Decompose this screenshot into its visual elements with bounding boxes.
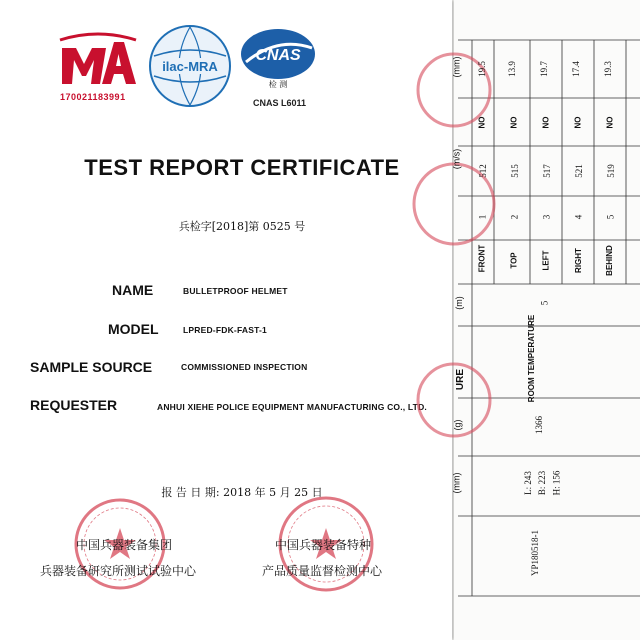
field-value-sample-source: COMMISSIONED INSPECTION — [181, 362, 308, 372]
dimension-breadth: B: 223 — [537, 470, 548, 496]
field-label-model: MODEL — [108, 321, 159, 337]
issuer-left-line1: 中国兵器装备集团 — [76, 538, 173, 552]
shooting-distance: 5 — [539, 300, 550, 306]
shot-3-velocity: 517 — [541, 164, 552, 178]
test-temperature: ROOM TEMPERATURE — [527, 314, 537, 403]
shot-2-velocity: 515 — [509, 164, 520, 178]
field-value-name: BULLETPROOF HELMET — [183, 286, 288, 296]
issuer-left-line2: 兵器装备研究所测试试验中心 — [40, 564, 197, 578]
cnas-logo — [238, 26, 318, 88]
shot-2-no: 2 — [509, 214, 520, 220]
unit-depth: (mm) — [451, 56, 462, 78]
shot-4-position: RIGHT — [573, 248, 583, 273]
shot-5-velocity: 519 — [605, 164, 616, 178]
shot-5-depth: 19.3 — [602, 61, 613, 77]
ilac-label: ilac-MRA — [162, 59, 218, 74]
unit-velocity: (m/s) — [451, 148, 462, 170]
certificate-title: TEST REPORT CERTIFICATE — [84, 155, 400, 180]
shot-3-position: LEFT — [541, 250, 551, 271]
shot-5-position: BEHIND — [604, 245, 614, 276]
shot-4-penetration: NO — [573, 116, 583, 129]
ilac-mra-logo — [148, 24, 232, 108]
cma-logo — [58, 34, 138, 92]
shot-2-depth: 13.9 — [506, 61, 517, 77]
shot-5-no: 5 — [605, 214, 616, 220]
shot-3-depth: 19.7 — [538, 61, 549, 77]
shot-1-no: 1 — [477, 214, 488, 220]
unit-mass: (g) — [452, 419, 463, 431]
shot-2-position: TOP — [509, 252, 519, 269]
issuer-right-line1: 中国兵器装备特种 — [275, 538, 372, 552]
shot-1-position: FRONT — [477, 244, 487, 273]
sample-id: YP180518-1 — [530, 529, 541, 577]
shot-1-depth: 19.5 — [476, 61, 487, 77]
shot-4-no: 4 — [573, 214, 584, 220]
cnas-subtitle: 检 测 — [268, 80, 288, 89]
temperature-heading: URE — [455, 368, 467, 391]
field-label-name: NAME — [112, 282, 154, 298]
shot-3-penetration: NO — [541, 116, 551, 129]
field-value-requester: ANHUI XIEHE POLICE EQUIPMENT MANUFACTURING CO., LTD. — [157, 402, 427, 412]
helmet-mass: 1366 — [534, 416, 544, 434]
document-number: 兵检字[2018]第 0525 号 — [178, 220, 306, 233]
issuer-right-line2: 产品质量监督检测中心 — [262, 564, 383, 578]
report-date: 报 告 日 期: 2018 年 5 月 25 日 — [161, 486, 323, 499]
shot-1-penetration: NO — [477, 116, 487, 129]
cnas-code: CNAS L6011 — [253, 98, 307, 108]
dimension-length: L: 243 — [522, 471, 533, 495]
unit-dimension: (mm) — [451, 472, 462, 494]
test-results-page — [451, 0, 640, 640]
field-label-requester: REQUESTER — [30, 397, 118, 413]
shot-4-velocity: 521 — [573, 164, 584, 178]
shot-2-penetration: NO — [509, 116, 519, 129]
shot-4-depth: 17.4 — [570, 61, 581, 77]
dimension-height: H: 156 — [551, 470, 562, 496]
shot-3-no: 3 — [541, 214, 552, 220]
shot-1-velocity: 512 — [477, 164, 488, 178]
field-label-sample-source: SAMPLE SOURCE — [30, 359, 153, 375]
unit-distance: (m) — [453, 296, 464, 310]
cnas-label: CNAS — [255, 47, 301, 64]
cma-number: 170021183991 — [60, 92, 126, 102]
field-value-model: LPRED-FDK-FAST-1 — [183, 325, 267, 335]
shot-5-penetration: NO — [605, 116, 615, 129]
